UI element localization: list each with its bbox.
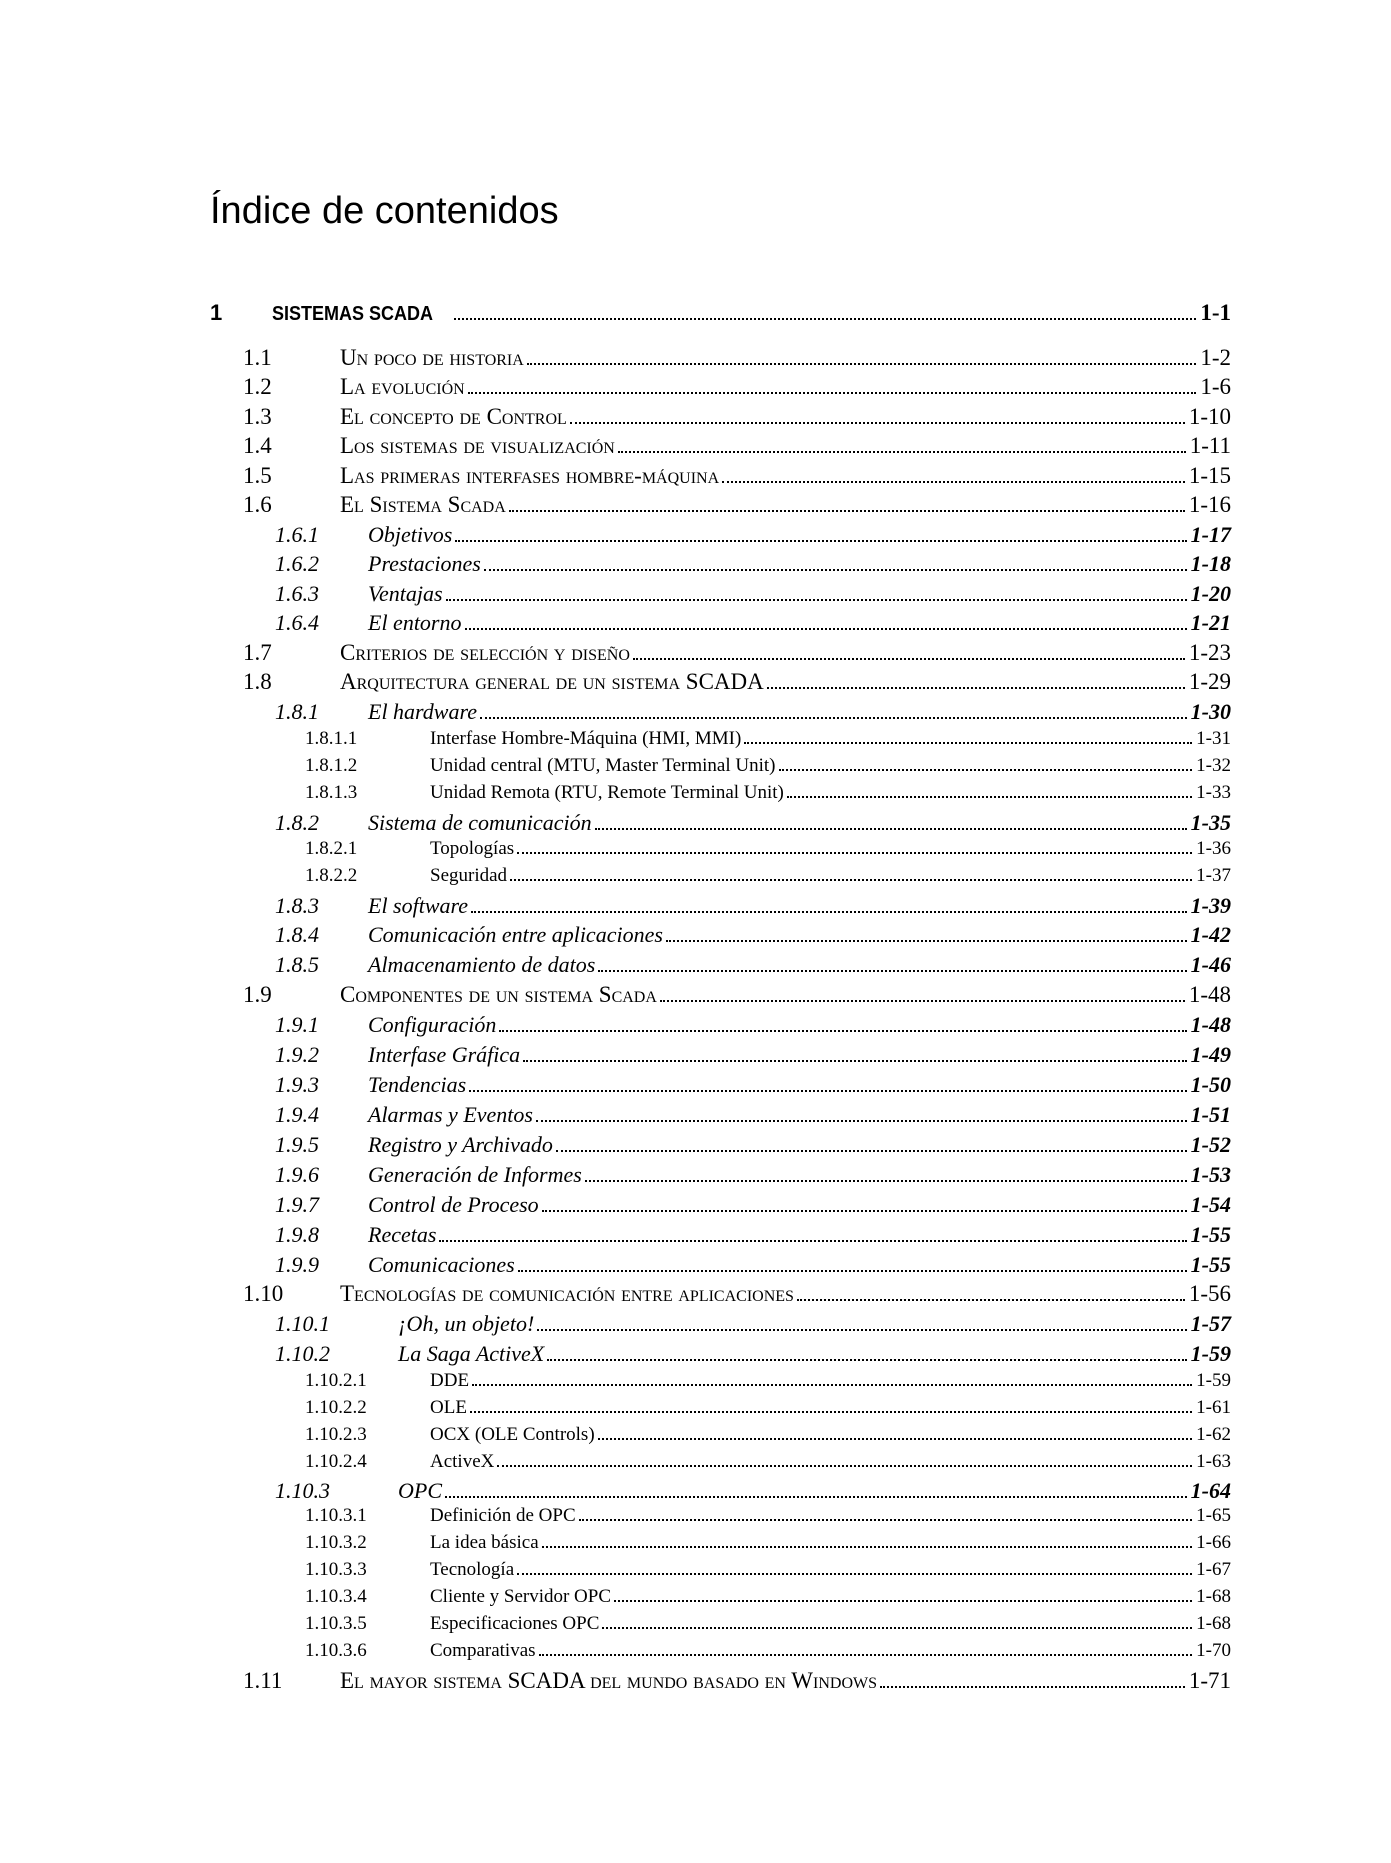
dot-leader [547,1359,1186,1361]
toc-entry-title: OCX (OLE Controls) [430,1424,595,1445]
toc-entry-title: Unidad central (MTU, Master Terminal Unit) [430,755,776,776]
toc-entry-number: 1.11 [243,1668,283,1693]
toc-entry-number: 1.8.1.2 [305,755,358,776]
toc-entry-number: 1.9 [243,982,272,1007]
toc-entry-title: El concepto de Control [340,404,567,429]
toc-entry-page: 1-21 [1190,610,1231,635]
toc-entry-title: Control de Proceso [368,1192,539,1217]
toc-entry-number: 1.10.2.2 [305,1397,367,1418]
toc-entry-page: 1-10 [1188,404,1231,429]
dot-leader [439,1240,1186,1242]
toc-entry-title: Configuración [368,1012,497,1037]
dot-leader [598,970,1186,972]
toc-entry-number: 1.10 [243,1281,284,1306]
toc-entry-title: Almacenamiento de datos [368,952,596,977]
toc-entry-number: 1.9.2 [275,1042,319,1067]
dot-leader [579,1519,1193,1521]
dot-leader [744,742,1192,744]
toc-entry-title: El software [368,893,469,918]
dot-leader [465,628,1187,630]
toc-entry-number: 1.10.3.5 [305,1613,367,1634]
toc-entry-page: 1-16 [1188,492,1231,517]
toc-entry-title: Especificaciones OPC [430,1613,600,1634]
toc-entry-number: 1.9.5 [275,1132,319,1157]
dot-leader [523,1060,1187,1062]
toc-entry-title: DDE [430,1370,470,1391]
toc-entry-title: Ventajas [368,581,443,606]
toc-entry-title: Comunicación entre aplicaciones [368,922,663,947]
toc-entry-title: Tendencias [368,1072,467,1097]
dot-leader [527,363,1197,365]
toc-entry-page: 1-32 [1196,755,1231,776]
dot-leader [454,318,1196,320]
dot-leader [470,1411,1192,1413]
toc-entry-page: 1-67 [1196,1559,1231,1580]
dot-leader [767,687,1185,689]
toc-entry-page: 1-65 [1196,1505,1231,1526]
toc-entry-number: 1.3 [243,404,272,429]
toc-entry-number: 1.10.3.2 [305,1532,367,1553]
toc-entry-page: 1-71 [1188,1668,1231,1693]
toc-entry-title: Cliente y Servidor OPC [430,1586,612,1607]
dot-leader [510,879,1192,881]
toc-entry-page: 1-49 [1190,1042,1231,1067]
dot-leader [446,599,1187,601]
dot-leader [539,1654,1193,1656]
dot-leader [472,1384,1192,1386]
dot-leader [722,481,1185,483]
toc-entry-page: 1-70 [1196,1640,1231,1661]
toc-entry-number: 1.10.3.1 [305,1505,367,1526]
dot-leader [499,1030,1186,1032]
toc-entry-title: Topologías [430,838,515,859]
toc-entry-number: 1.8.1.1 [305,728,358,749]
toc-entry-number: 1.9.9 [275,1252,319,1277]
toc-entry-page: 1-35 [1190,810,1231,835]
toc-entry-page: 1-29 [1188,669,1231,694]
toc-entry-page: 1-61 [1196,1397,1231,1418]
dot-leader [585,1180,1187,1182]
dot-leader [468,392,1197,394]
toc-entry-page: 1-68 [1196,1586,1231,1607]
toc-entry-page: 1-39 [1190,893,1231,918]
dot-leader [614,1600,1192,1602]
dot-leader [455,540,1186,542]
toc-entry-number: 1.8.2.1 [305,838,358,859]
toc-entry-title: Componentes de un sistema Scada [340,982,657,1007]
toc-entry-number: 1.9.3 [275,1072,319,1097]
dot-leader [480,717,1187,719]
toc-entry-number: 1.8.1 [275,699,319,724]
dot-leader [509,510,1185,512]
toc-entry-title: Comunicaciones [368,1252,515,1277]
toc-entry-page: 1-64 [1190,1478,1231,1503]
toc-entry-page: 1-48 [1190,1012,1231,1037]
toc-entry-page: 1-55 [1190,1222,1231,1247]
dot-leader [787,796,1192,798]
toc-entry-title: Objetivos [368,522,453,547]
dot-leader [633,658,1185,660]
toc-entry-title: Unidad Remota (RTU, Remote Terminal Unit) [430,782,784,803]
toc-entry-number: 1.10.3.6 [305,1640,367,1661]
toc-entry-number: 1.9.1 [275,1012,319,1037]
toc-entry-title: Generación de Informes [368,1162,582,1187]
toc-entry-page: 1-20 [1190,581,1231,606]
dot-leader [536,1120,1187,1122]
toc-entry-number: 1.2 [243,374,272,399]
toc-entry-number: 1.5 [243,463,272,488]
dot-leader [598,1438,1193,1440]
toc-entry-page: 1-50 [1190,1072,1231,1097]
dot-leader [602,1627,1192,1629]
toc-entry-number: 1.6.3 [275,581,319,606]
toc-entry-title: La Saga ActiveX [398,1341,545,1366]
toc-entry-page: 1-37 [1196,865,1231,886]
toc-entry-number: 1.6 [243,492,272,517]
toc-entry-number: 1.10.1 [275,1311,330,1336]
dot-leader [484,569,1187,571]
toc-entry-page: 1-36 [1196,838,1231,859]
toc-entry-page: 1-66 [1196,1532,1231,1553]
dot-leader [570,422,1185,424]
toc-entry-title: Seguridad [430,865,508,886]
toc-entry-title: Los sistemas de visualización [340,433,615,458]
toc-entry-title: Sistema de comunicación [368,810,592,835]
toc-entry-number: 1.9.7 [275,1192,319,1217]
dot-leader [556,1150,1187,1152]
toc-entry-number: 1.10.3 [275,1478,330,1503]
dot-leader [666,940,1187,942]
toc-entry-number: 1.10.3.4 [305,1586,367,1607]
dot-leader [779,769,1193,771]
toc-entry-page: 1-48 [1188,982,1231,1007]
toc-entry-page: 1-57 [1190,1311,1231,1336]
dot-leader [660,1000,1185,1002]
toc-entry-page: 1-55 [1190,1252,1231,1277]
toc-entry-number: 1.9.6 [275,1162,319,1187]
toc-entry-title: La evolución [340,374,465,399]
dot-leader [797,1299,1185,1301]
toc-entry-title: El entorno [368,610,462,635]
toc-entry-number: 1.10.2.3 [305,1424,367,1445]
toc-entry-number: 1.8.1.3 [305,782,358,803]
toc-entry-page: 1-63 [1196,1451,1231,1472]
toc-entry-number: 1.10.2.4 [305,1451,367,1472]
toc-entry-number: 1.10.3.3 [305,1559,367,1580]
toc-entry-number: 1.7 [243,640,272,665]
toc-entry-number: 1 [210,300,223,325]
toc-entry-title: ¡Oh, un objeto! [398,1311,535,1336]
toc-entry-title: Las primeras interfases hombre-máquina [340,463,720,488]
toc-entry-number: 1.8.5 [275,952,319,977]
toc-entry-page: 1-56 [1188,1281,1231,1306]
toc-entry-title: Interfase Gráfica [368,1042,521,1067]
page-title: Índice de contenidos [210,190,559,232]
dot-leader [880,1686,1185,1688]
toc-entry-page: 1-1 [1200,300,1231,325]
toc-entry-page: 1-54 [1190,1192,1231,1217]
toc-entry-number: 1.8.4 [275,922,319,947]
toc-entry-page: 1-51 [1190,1102,1231,1127]
toc-entry-title: OLE [430,1397,467,1418]
toc-entry-title: Comparativas [430,1640,536,1661]
dot-leader [537,1329,1186,1331]
toc-entry-number: 1.4 [243,433,272,458]
toc-entry-page: 1-33 [1196,782,1231,803]
toc-entry-number: 1.6.1 [275,522,319,547]
toc-entry-number: 1.9.8 [275,1222,319,1247]
toc-entry-title: Tecnologías de comunicación entre aplicaciones [340,1281,794,1306]
toc-entry-page: 1-30 [1190,699,1231,724]
toc-entry-number: 1.9.4 [275,1102,319,1127]
toc-entry-page: 1-17 [1190,522,1231,547]
toc-entry-page: 1-11 [1189,433,1231,458]
toc-entry-title: El Sistema Scada [340,492,506,517]
dot-leader [595,828,1187,830]
toc-entry-title: Prestaciones [368,551,481,576]
toc-entry-title: ActiveX [430,1451,495,1472]
toc-entry-title: Un poco de historia [340,345,524,370]
toc-entry-title: SISTEMAS SCADA [272,303,434,325]
toc-entry-page: 1-6 [1200,374,1231,399]
toc-entry-title: Criterios de selección y diseño [340,640,630,665]
toc-entry-title: OPC [398,1478,442,1503]
toc-entry-number: 1.8 [243,669,272,694]
toc-entry-page: 1-15 [1188,463,1231,488]
dot-leader [497,1465,1192,1467]
toc-entry-title: Recetas [368,1222,437,1247]
toc-entry-page: 1-2 [1200,345,1231,370]
toc-entry-number: 1.8.2 [275,810,319,835]
toc-entry-page: 1-42 [1190,922,1231,947]
toc-entry-title: El hardware [368,699,477,724]
toc-entry-title: Definición de OPC [430,1505,576,1526]
toc-entry-page: 1-31 [1196,728,1231,749]
toc-entry-page: 1-68 [1196,1613,1231,1634]
dot-leader [542,1546,1193,1548]
toc-entry-page: 1-52 [1190,1132,1231,1157]
toc-entry-number: 1.1 [243,345,272,370]
toc-entry-number: 1.6.2 [275,551,319,576]
dot-leader [618,451,1186,453]
toc-entry-title: Interfase Hombre-Máquina (HMI, MMI) [430,728,742,749]
toc-entry-page: 1-46 [1190,952,1231,977]
toc-entry-page: 1-59 [1196,1370,1231,1391]
dot-leader [469,1090,1186,1092]
toc-entry-number: 1.8.3 [275,893,319,918]
dot-leader [517,852,1192,854]
toc-entry-title: Arquitectura general de un sistema SCADA [340,669,764,694]
dot-leader [518,1270,1187,1272]
toc-entry-page: 1-59 [1190,1341,1231,1366]
dot-leader [445,1496,1187,1498]
dot-leader [471,911,1187,913]
toc-entry-number: 1.10.2.1 [305,1370,367,1391]
toc-entry-number: 1.6.4 [275,610,319,635]
toc-entry-page: 1-23 [1188,640,1231,665]
toc-entry-title: Tecnología [430,1559,515,1580]
dot-leader [517,1573,1192,1575]
toc-entry-title: Alarmas y Eventos [368,1102,533,1127]
toc-entry-number: 1.8.2.2 [305,865,358,886]
toc-entry-page: 1-62 [1196,1424,1231,1445]
toc-entry-page: 1-18 [1190,551,1231,576]
toc-entry-title: El mayor sistema SCADA del mundo basado en Windows [340,1668,878,1693]
toc-entry-number: 1.10.2 [275,1341,330,1366]
toc-entry-title: La idea básica [430,1532,539,1553]
toc-entry-title: Registro y Archivado [368,1132,553,1157]
dot-leader [542,1210,1187,1212]
toc-entry-page: 1-53 [1190,1162,1231,1187]
